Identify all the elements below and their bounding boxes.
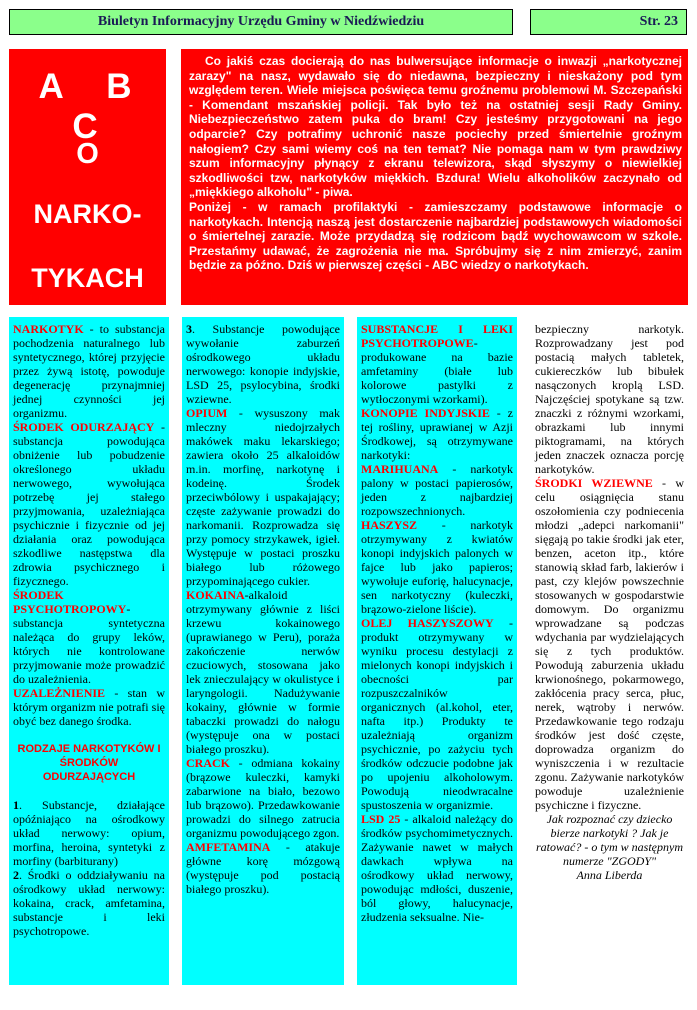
entry-haszysz xyxy=(361,518,513,616)
intro-panel xyxy=(181,49,688,305)
term: MARIHUANA xyxy=(361,462,439,476)
item-number: 2 xyxy=(13,868,19,882)
author-signature: Anna Liberda xyxy=(576,868,643,882)
definition: - w celu osiągnięcia stanu oszołomienia czy podniecenia młodzi „adepci narkomanii" sięgają po takie środki jak eter, benzen, aceton itp., które stanowią skład farb, lakierów i past, czy klejów powszechnie stosowanych w gospodarstwie domowym. Do organizmu wprowadzane są podczas wdychania par wydzielających się z tych produktów. Powodują zaburzenia układu krwionośnego, pokarmowego, zakłócenia pracy serca, płuc, nerek, wątroby i nerwów. Przedawkowanie tego rodzaju środków jest dość częste, doprowadza organizm do wyniszczenia i w rezultacie zgonu. Zażywanie narkotyków powoduje uzależnienie psychiczne i fizyczne. xyxy=(535,476,684,812)
definition: - alkaloid należący do środków psychomimetycznych. Zażywanie nawet w małych dawkach wpływa na ośrodkowy układ nerwowy, powodując mdłości, duszenie, ból głowy, halucynacje, złudzenia seksualne. Nie- xyxy=(361,812,513,924)
definition: - narkotyk palony w postaci papierosów, jeden z najbardziej rozpowszechnionych. xyxy=(361,462,513,518)
entry-marihuana xyxy=(361,462,513,518)
item-text: . Substancje powodujące wywołanie zaburzeń ośrodkowego układu nerwowego: konopie indyjskie, LSD 25, psylocybina, środki wziewne. xyxy=(186,322,340,406)
entry-konopie-indyjskie xyxy=(361,406,513,462)
term: HASZYSZ xyxy=(361,518,418,532)
item-text: . Środki o oddziaływaniu na ośrodkowy układ nerwowy: kokaina, crack, amfetamina, substancje i leki psychotropowe. xyxy=(13,868,165,938)
term: AMFETAMINA xyxy=(186,840,271,854)
definition: - produkowane na bazie amfetaminy (białe lub kolorowe pastylki z wytłoczonymi wzorkami). xyxy=(361,336,513,406)
side-title-panel xyxy=(9,49,166,305)
term: SUBSTANCJE I LEKI PSYCHOTROPOWE xyxy=(361,322,513,350)
term: OPIUM xyxy=(186,406,228,420)
list-item-1 xyxy=(13,798,165,868)
term: ŚRODEK PSYCHOTROPOWY xyxy=(13,588,127,616)
definition: - z tej rośliny, uprawianej w Azji Środkowej, są otrzymywane narkotyki: xyxy=(361,406,513,462)
intro-paragraph-1: Co jakiś czas docierają do nas bulwersujące informacje o inwazji „narkotycznej zarazy" na nasz, wydawało się do niedawna, bezpieczny i nieskażony pod tym względem teren. Wiele miejsca poświęca temu groźnemu problemowi M. Szczepański - Komendant mszańskiej policji. Tak było też na ostatniej sesji Rady Gminy. Niebezpieczeństwo zatem puka do bram! Czy jesteśmy przygotowani na jego odparcie? Czy potrafimy uchronić nasze pociechy przed śmiertelnie groźnym nałogiem? Czy sami wiemy coś na ten temat? Nie pomaga nam w tym prawdziwy szum informacyjny płynący z ekranu telewizora, skąd słyszymy o niewielkiej szkodliwości tzw, narkotyków miękkich. Bzdura! Wielu alkoholików zaczynało od „miękkiego alkoholu" - piwa. xyxy=(189,54,682,200)
definition: - atakuje główne korę mózgową (występuje pod postacią białego proszku). xyxy=(186,840,340,896)
intro-paragraph-2: Poniżej - w ramach profilaktyki - zamieszczamy podstawowe informacje o narkotykach. Intencją naszą jest dostarczenie najbardziej podstawowych wiadomości o śmiertelnej zarazie. Może przydadzą się rodzicom bądź wychowawcom w szkole. Przestańmy udawać, że zagrożenia nie ma. Spróbujmy się z nim zmierzyć, zanim będzie za późno. Dziś w pierwszej części - ABC wiedzy o narkotykach. xyxy=(189,199,682,273)
definition: - substancja powodująca obniżenie lub pobudzenie określonego układu nerwowego, wywołująca potrzebę jej stałego przyjmowania, uzależniająca psychicznie i fizycznie od jej działania oraz powodująca szkodliwe następstwa dla zdrowia psychicznego i fizycznego. xyxy=(13,420,165,588)
side-title-abc: A B C xyxy=(38,67,149,146)
side-title-o: O xyxy=(76,138,99,170)
definition: - substancja syntetyczna należąca do grupy leków, których nie kontrolowane przyjmowanie może prowadzić do uzależnienia. xyxy=(13,602,165,686)
term: UZALEŻNIENIE xyxy=(13,686,106,700)
term: ŚRODEK ODURZAJĄCY xyxy=(13,420,155,434)
column-4 xyxy=(531,317,688,985)
item-number: 1 xyxy=(13,798,19,812)
item-number: 3 xyxy=(186,322,192,336)
definition: - to substancja pochodzenia naturalnego lub syntetycznego, której przyjęcie przez żywą istotę, powoduje degenerację przynajmniej jednej czynności jej organizmu. xyxy=(13,322,165,420)
list-item-3 xyxy=(186,322,340,406)
column-2 xyxy=(182,317,344,985)
term: KOKAINA xyxy=(186,588,245,602)
entry-narkotyk xyxy=(13,322,165,420)
definition: - wysuszony mak mleczny niedojrzałych makówek maku lekarskiego; zawiera około 25 alkaloidów m.in. morfinę, narkotynę i kodeinę. Środek przeciwbólowy i uspakajający; częste zażywanie prowadzi do narkomanii. Rozprowadza się przy pomocy strzykawek, igieł. Występuje w postaci proszku białego lub różowego przypominającego cukier. xyxy=(186,406,340,588)
definition: - produkt otrzymywany w wyniku procesu destylacji z mielonych konopi indyjskich i obecności par rozpuszczalników organicznych (al.kohol, eter, nafta itp.) Produkty te uzależniają organizm psychicznie, po zażyciu tych środków odczucie podobne jak po upojeniu alkoholowym. Powodują nieodwracalne spustoszenia w organizmie. xyxy=(361,616,513,812)
column-3 xyxy=(357,317,517,985)
definition: - stan w którym organizm nie potrafi się obyć bez danego środka. xyxy=(13,686,165,728)
entry-kokaina xyxy=(186,588,340,756)
list-item-2 xyxy=(13,868,165,938)
term: CRACK xyxy=(186,756,230,770)
side-title-tykach: TYKACH xyxy=(31,263,144,293)
entry-amfetamina xyxy=(186,840,340,896)
entry-opium xyxy=(186,406,340,588)
page-number: Str. 23 xyxy=(530,9,687,35)
entry-lsd xyxy=(361,812,513,924)
term: LSD 25 xyxy=(361,812,401,826)
entry-srodek-odurzajacy xyxy=(13,420,165,588)
next-issue-note: Jak rozpoznać czy dziecko bierze narkotyki ? Jak je ratować? - o tym w następnym numerze "ZGODY" xyxy=(536,812,683,868)
entry-uzaleznienie xyxy=(13,686,165,728)
entry-crack xyxy=(186,756,340,840)
entry-olej-haszyszowy xyxy=(361,616,513,812)
bulletin-title: Biuletyn Informacyjny Urzędu Gminy w Niedźwiedziu xyxy=(9,9,513,35)
definition: - narkotyk otrzymywany z kwiatów konopi indyjskich palonych w fajce lub jako papieros; wywołuje euforię, halucynacje, sen narkotyczny (kuleczki, brązowo-zielone liście). xyxy=(361,518,513,616)
entry-srodki-wziewne xyxy=(535,476,684,812)
column-1 xyxy=(9,317,169,985)
term: NARKOTYK xyxy=(13,322,84,336)
subheading-types: RODZAJE NARKOTYKÓW I ŚRODKÓW ODURZAJĄCYCH xyxy=(17,743,161,783)
side-title-narko: NARKO- xyxy=(33,199,142,229)
entry-substancje-psychotropowe xyxy=(361,322,513,406)
item-text: . Substancje, działające opóźniająco na ośrodkowy układ nerwowy: opium, morfina, heroina, syntetyki z morfiny (barbiturany) xyxy=(13,798,165,868)
lsd-continuation: bezpieczny narkotyk. Rozprowadzany jest pod postacią małych tabletek, cukiereczków lub bibułek nasączonych kroplą LSD. Najczęściej spotykane są tzw. znaczki z różnymi wzorkami, obrazkami lub innymi piktogramami, na których jeden znaczek oznacza porcję narkotyków. xyxy=(535,322,684,476)
term: ŚRODKI WZIEWNE xyxy=(535,476,653,490)
term: OLEJ HASZYSZOWY xyxy=(361,616,494,630)
definition: - odmiana kokainy (brązowe kuleczki, kamyki zabarwione na biało, bezowo lub brązowo). Przedawkowanie prowadzi do silnego zatrucia organizmu powodującego zgon. xyxy=(186,756,340,840)
entry-srodek-psychotropowy xyxy=(13,588,165,686)
term: KONOPIE INDYJSKIE xyxy=(361,406,490,420)
definition: -alkaloid otrzymywany głównie z liści krzewu kokainowego (uprawianego w Peru), poraża zakończenie nerwów czuciowych, stosowana jako lek znieczulający w okulistyce i laryngologii. Nadużywanie kokainy, głównie w formie tabaczki prowadzi do nałogu (występuje ona w postaci białego proszku). xyxy=(186,588,340,756)
